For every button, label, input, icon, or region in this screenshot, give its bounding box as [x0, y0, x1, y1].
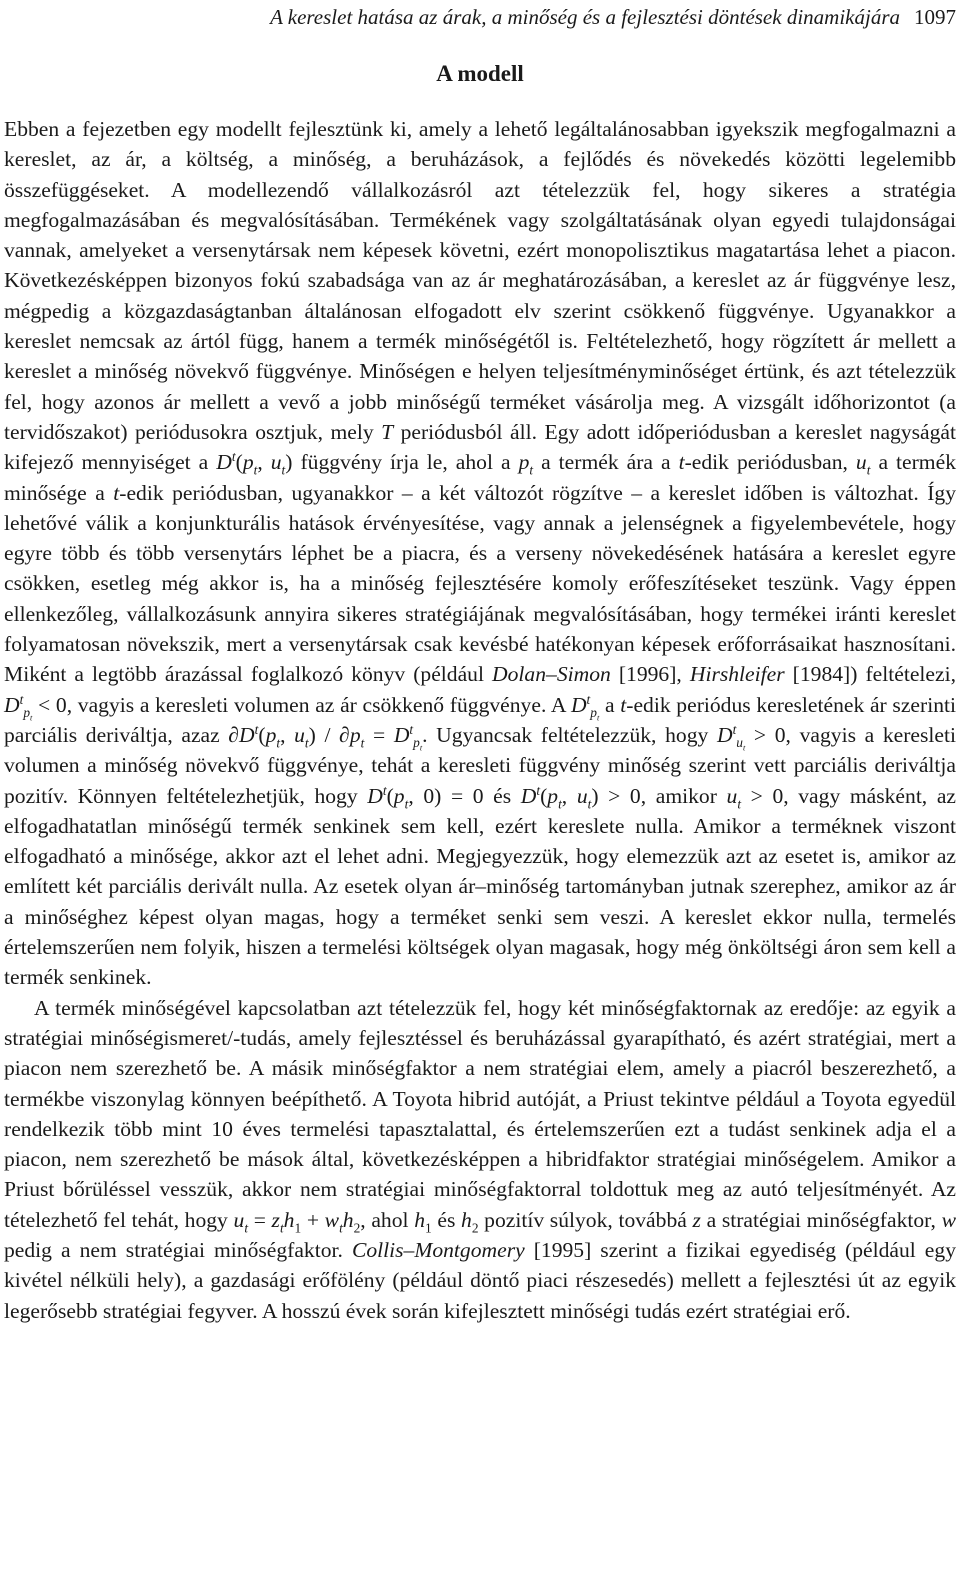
- paragraph-2: A termék minőségével kapcsolatban azt tételezzük fel, hogy két minőségfaktornak az eredője: az egyik a stratégiai minőségismeret/-tudás, amely fejlesztéssel és beruházással gyarapítható, és azért stratégiai, mert a piacon nem szerezhető be. A másik minőségfaktor a nem stratégiai elem, amely a piacról beszerezhető, a termékbe viszonylag könnyen beépíthető. A Toyota hibrid autóját, a Priust tekintve például a Toyota egyedül rendelkezik több mint 10 éves termelési tapasztalattal, és értelemszerűen ezt a tudást senkinek adja el a piacon, nem szerezhető be mások által, következésképpen a hibridfaktor stratégiai minőségelem. Amikor a Priust bőrüléssel vesszük, akkor nem stratégiai minőségfaktorral toldottuk meg az autó teljesítményét. Az tételezhető fel tehát, hogy $u_t = z_th_1 + w_th_2$, ahol $h_1$ és $h_2$ pozitív súlyok, továbbá z a stratégiai minőségfaktor, w pedig a nem stratégiai minőségfaktor. Collis–Montgomery [1995] szerint a fizikai egyediség (például egy kivétel nélküli hely), a gazdasági erőfölény (például döntő piaci részesedés) mellett a fejlesztési út az egyik legerősebb stratégiai fegyver. A hosszú évek során kifejlesztett minőségi tudás ezért stratégiai erő.: [4, 995, 956, 1323]
- running-head: [64, 2, 956, 32]
- page-number: 1097: [914, 5, 956, 29]
- partial-derivative-equation: $\partial D^t(p_t$, $u_t) / \partial p_t = D^t_{p_t}$: [228, 721, 423, 753]
- demand-function: $D^t(p_t$, $u_t$): [216, 449, 293, 478]
- citation-hirshleifer: Hirshleifer: [689, 662, 785, 687]
- section-title: A modell: [436, 61, 524, 86]
- article-body: [4, 114, 956, 1326]
- citation-dolan-simon: Dolan–Simon: [492, 662, 611, 687]
- quality-derivative: $D^t_{u_t}$: [716, 721, 746, 753]
- quality-equation: $u_t = z_th_1 + w_th_2$: [233, 1207, 361, 1235]
- paragraph-1: Ebben a fejezetben egy modellt fejlesztünk ki, amely a lehető legáltalánosabban igyekszik megfogalmazni a kereslet, az ár, a költség, a minőség, a beruházások, a fejlődés és növekedés közötti legelemibb összefüggéseket. A modellezendő vállalkozásról azt tételezzük fel, hogy sikeres a stratégia megfogalmazásában és megvalósításában. Termékének vagy szolgáltatásának olyan egyedi tulajdonságai vannak, amelyeket a versenytársak nem képesek követni, ezért monopolisztikus magatartása lehet a piacon. Következésképpen bizonyos fokú szabadsága van az ár meghatározásában, a kereslet az ár függvénye lesz, mégpedig a közgazdaságtanban általánosan elfogadott elv szerint csökkenő függvénye. Ugyanakkor a kereslet nemcsak az ártól függ, hanem a termék minőségétől is. Feltételezhető, hogy rögzített ár mellett a kereslet a minőség növekvő függvénye. Minőségen e helyen teljesítményminőséget értünk, és azt tételezzük fel, hogy azonos ár mellett a vevő a jobb minőségű terméket vásárolja meg. A vizsgált időhorizontot (a tervidőszakot) periódusokra osztjuk, mely T periódusból áll. Egy adott időperiódusban a kereslet nagyságát kifejező mennyiséget a $D^t(p_t$, $u_t$) függvény írja le, ahol a $p_t$ a termék ára a t-edik periódusban, $u_t$ a termék minősége a t-edik periódusban, ugyanakkor – a két változót rögzítve – a kereslet időben is változhat. Így lehetővé válik a konjunkturális hatások érvényesítése, vagy annak a jelenségnek a figyelembevétele, hogy egyre több és több versenytárs léphet be a piacra, és a verseny növekedésének hatására a kereslet egyre csökken, esetleg még akkor is, ha a minőség fejlesztésére komoly erőfeszítéseket teszünk. Vagy éppen ellenkezőleg, vállalkozásunk annyira sikeres stratégiájának megvalósításában, hogy termékei iránti kereslet folyamatosan növekszik, mert a versenytársak csak kevésbé hatékonyan képesek erőforrásaikat hasznosítani. Miként a legtöbb árazással foglalkozó könyv (például Dolan–Simon [1996], Hirshleifer [1984]) feltételezi, $D^t_{p_t} < 0$, vagyis a keresleti volumen az ár csökkenő függvénye. A $D^t_{p_t}$ a t-edik periódus keresletének ár szerinti parciális deriváltja, azaz $\partial D^t(p_t$, $u_t) / \partial p_t = D^t_{p_t}$. Ugyancsak feltételezzük, hogy $D^t_{u_t} > 0$, vagyis a keresleti volumen a minőség növekvő függvénye, tehát a keresleti függvény minőség szerint vett parciális deriváltja pozitív. Könnyen feltételezhetjük, hogy $D^t(p_t$, 0) = 0 és $D^t(p_t$, $u_t) > 0$, amikor $u_t > 0$, vagy másként, az elfogadhatatlan minőségű termék senkinek sem kell, ezért kereslete nulla. Amikor a terméknek viszont elfogadható a minősége, akkor azt el lehet adni. Megjegyezzük, hogy elemezzük azt az esetet is, amikor az említett két parciális derivált nulla. Az esetek olyan ár–minőség tartományban jutnak szerephez, amikor az ár a minőséghez képest olyan magas, hogy a terméket senki sem veszi. A kereslet ekkor nulla, termelés értelemszerűen nem folyik, hiszen a termelési költségek olyan magasak, hogy még önköltségi áron sem kell a termék senkinek.: [4, 117, 957, 990]
- price-derivative: $D^t_{p_t}$: [4, 691, 33, 723]
- citation-collis-montgomery: Collis–Montgomery: [351, 1237, 525, 1262]
- running-head-title: A kereslet hatása az árak, a minőség és a fejlesztési döntések dinamikájára: [270, 5, 900, 29]
